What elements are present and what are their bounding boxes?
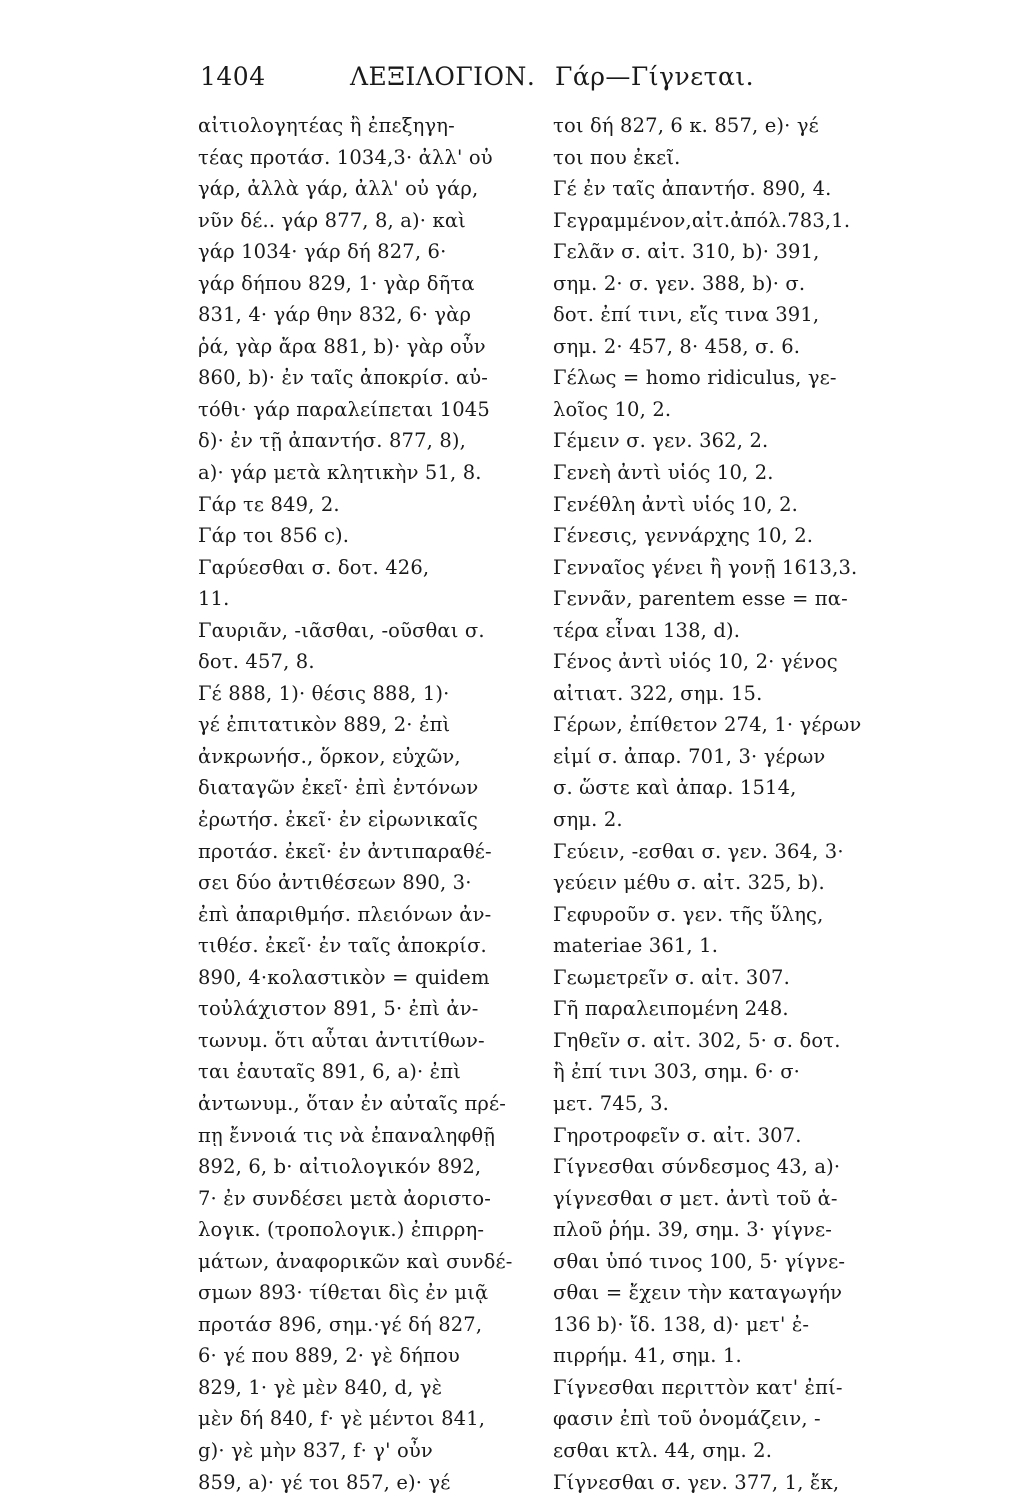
text-line: σημ. 2· 457, 8· 458, σ. 6. [553,334,801,358]
text-line: Γενεὴ ἀντὶ υἱός 10, 2. [553,461,774,485]
text-line: γάρ δήπου 829, 1· γὰρ δῆτα [198,271,475,295]
text-line: Γίγνεσθαι περιττὸν κατ' ἐπί- [553,1375,843,1399]
text-line: λοῖος 10, 2. [553,397,672,421]
text-line: Γέρων, ἐπίθετον 274, 1· γέρων [553,713,862,737]
text-line: materiae 361, 1. [553,934,719,958]
text-line: μὲν δή 840, f· γὲ μέντοι 841, [198,1407,486,1431]
text-line: προτάσ. ἐκεῖ· ἐν ἀντιπαραθέ- [198,839,492,863]
text-line: γάρ, ἀλλὰ γάρ, ἀλλ' οὐ γάρ, [198,177,479,201]
text-line: φασιν ἐπὶ τοῦ ὀνομάζειν, - [553,1407,821,1431]
text-line: σημ. 2. [553,808,623,832]
text-line: ῥά, γὰρ ἄρα 881, b)· γὰρ οὖν [198,334,486,358]
text-line: ἀντωνυμ., ὅταν ἐν αὐταῖς πρέ- [198,1091,507,1115]
text-line: 890, 4·κολαστικὸν = quidem [198,965,490,989]
text-line: σημ. 2· σ. γεν. 388, b)· σ. [553,271,806,295]
text-line: Γῆ παραλειπομένη 248. [553,997,789,1021]
text-line: a)· γάρ μετὰ κλητικὴν 51, 8. [198,461,482,485]
text-line: ἐρωτήσ. ἐκεῖ· ἐν εἰρωνικαῖς [198,808,478,832]
text-line: ται ἑαυταῖς 891, 6, a)· ἐπὶ [198,1060,462,1084]
text-line: εσθαι κτλ. 44, σημ. 2. [553,1438,773,1462]
text-line: σμων 893· τίθεται δὶς ἐν μιᾷ [198,1281,489,1305]
text-line: Γέμειν σ. γεν. 362, 2. [553,429,769,453]
text-line: πλοῦ ῥήμ. 39, σημ. 3· γίγνε- [553,1218,832,1242]
text-line: Γεννᾶν, parentem esse = πα- [553,587,848,611]
text-line: Γενέθλη ἀντὶ υἱός 10, 2. [553,492,798,516]
text-line: μετ. 745, 3. [553,1091,669,1115]
text-line: Γελᾶν σ. αἰτ. 310, b)· 391, [553,240,820,264]
text-line: 860, b)· ἐν ταῖς ἀποκρίσ. αὐ- [198,366,489,390]
text-line: σ. ὥστε καὶ ἀπαρ. 1514, [553,776,797,800]
text-line: Γεφυροῦν σ. γεν. τῆς ὕλης, [553,902,824,926]
text-line: Γεωμετρεῖν σ. αἰτ. 307. [553,965,790,989]
text-line: 7· ἐν συνδέσει μετὰ ἀοριστο- [198,1186,492,1210]
text-line: τωνυμ. ὅτι αὗται ἀντιτίθων- [198,1028,485,1052]
text-line: εἰμί σ. ἀπαρ. 701, 3· γέρων [553,744,826,768]
text-line: τέρα εἶναι 138, d). [553,618,741,642]
text-line: τοι που ἐκεῖ. [553,145,681,169]
text-line: γέ ἐπιτατικὸν 889, 2· ἐπὶ [198,713,451,737]
text-line: 892, 6, b· αἰτιολογικόν 892, [198,1155,482,1179]
text-line: ἢ ἐπί τινι 303, σημ. 6· σ· [553,1060,801,1084]
text-line: γάρ 1034· γάρ δή 827, 6· [198,240,447,264]
text-line: Γέ ἐν ταῖς ἀπαντήσ. 890, 4. [553,177,832,201]
text-line: ἐπὶ ἀπαριθμήσ. πλειόνων ἀν- [198,902,492,926]
text-line: δ)· ἐν τῇ ἀπαντήσ. 877, 8), [198,429,466,453]
text-line: 859, a)· γέ τοι 857, e)· γέ [198,1470,451,1494]
text-line: Γηροτροφεῖν σ. αἰτ. 307. [553,1123,802,1147]
text-line: Γένος ἀντὶ υἱός 10, 2· γένος [553,650,838,674]
text-line: γεύειν μέθυ σ. αἰτ. 325, b). [553,871,825,895]
text-line: 6· γέ που 889, 2· γὲ δήπου [198,1344,460,1368]
text-line: ἀνκρωνήσ., ὅρκον, εὐχῶν, [198,744,461,768]
text-line: δοτ. ἐπί τινι, εἴς τινα 391, [553,303,820,327]
right-column [553,110,908,1498]
text-line: 136 b)· ἴδ. 138, d)· μετ' ἐ- [553,1312,810,1336]
text-line: Γέλως = homo ridiculus, γε- [553,366,837,390]
text-line: Γίγνεσθαι σ. γεν. 377, 1, ἔκ, [553,1470,840,1494]
text-line: Γίγνεσθαι σύνδεσμος 43, a)· [553,1155,841,1179]
text-line: Γέ 888, 1)· θέσις 888, 1)· [198,681,450,705]
text-line: 829, 1· γὲ μὲν 840, d, γὲ [198,1375,443,1399]
text-line: Γενναῖος γένει ἢ γονῇ 1613,3. [553,555,858,579]
text-line: σθαι = ἔχειν τὴν καταγωγήν [553,1281,843,1305]
text-line: πιρρήμ. 41, σημ. 1. [553,1344,742,1368]
text-line: Γεγραμμένον,αἰτ.ἀπόλ.783,1. [553,208,851,232]
text-line: τοι δή 827, 6 κ. 857, e)· γέ [553,114,819,137]
text-line: Γάρ τε 849, 2. [198,492,340,516]
text-line: g)· γὲ μὴν 837, f· γ' οὖν [198,1438,433,1462]
text-line: λογικ. (τροπολογικ.) ἐπιρρη- [198,1218,485,1242]
text-line: σθαι ὑπό τινος 100, 5· γίγνε- [553,1249,846,1273]
text-line: 831, 4· γάρ θην 832, 6· γὰρ [198,303,472,327]
text-line: πῃ ἔννοιά τις νὰ ἐπαναληφθῇ [198,1123,496,1147]
text-line: Γαρύεσθαι σ. δοτ. 426, [198,555,430,579]
text-line: διαταγῶν ἐκεῖ· ἐπὶ ἐντόνων [198,776,479,800]
text-line: τοὐλάχιστον 891, 5· ἐπὶ ἀν- [198,997,479,1021]
text-line: σει δύο ἀντιθέσεων 890, 3· [198,871,472,895]
text-line: τιθέσ. ἐκεῖ· ἐν ταῖς ἀποκρίσ. [198,934,487,958]
left-column [198,110,558,1498]
text-line: μάτων, ἀναφορικῶν καὶ συνδέ- [198,1249,513,1273]
text-line: τέας προτάσ. 1034,3· ἀλλ' οὐ [198,145,493,169]
text-line: Γαυριᾶν, -ιᾶσθαι, -οῦσθαι σ. [198,618,485,642]
text-line: Γένεσις, γεννάρχης 10, 2. [553,524,814,548]
page-number: 1404 [200,62,266,91]
text-line: δοτ. 457, 8. [198,650,315,674]
text-line: νῦν δέ.. γάρ 877, 8, a)· καὶ [198,208,466,232]
text-line: τόθι· γάρ παραλείπεται 1045 [198,397,490,421]
text-line: αἰτιατ. 322, σημ. 15. [553,681,763,705]
running-title: ΛΕΞΙΛΟΓΙΟΝ. [350,62,536,91]
page-header [200,62,920,98]
text-line: γίγνεσθαι σ μετ. ἀντὶ τοῦ ἁ- [553,1186,838,1210]
text-line: Γηθεῖν σ. αἰτ. 302, 5· σ. δοτ. [553,1028,841,1052]
text-line: προτάσ 896, σημ.·γέ δή 827, [198,1312,483,1336]
text-line: Γεύειν, -εσθαι σ. γεν. 364, 3· [553,839,844,863]
entry-range: Γάρ—Γίγνεται. [555,62,755,91]
text-line: αἰτιολογητέας ἢ ἐπεξηγη- [198,114,455,137]
text-line: 11. [198,587,230,611]
text-line: Γάρ τοι 856 c). [198,524,350,548]
